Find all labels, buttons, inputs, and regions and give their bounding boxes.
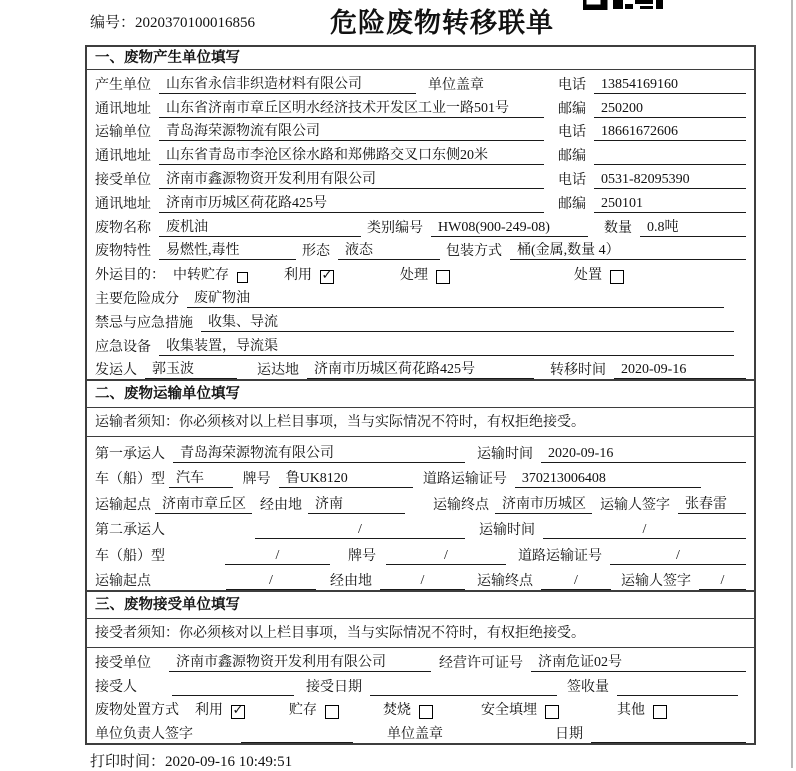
receiver-value: 济南市鑫源物资开发利用有限公司	[159, 171, 544, 189]
zip2-value	[594, 164, 746, 165]
form-number-label: 编号：	[90, 15, 136, 31]
disposal-landfill-checkbox	[545, 705, 559, 719]
section1-title: 一、废物产生单位填写	[87, 47, 754, 70]
field-row-equipment	[87, 332, 754, 356]
receive-unit-label: 接受单位	[95, 656, 151, 672]
plate1-value: 鲁UK8120	[279, 470, 413, 488]
addr1-label: 通讯地址	[95, 101, 151, 117]
via1-value: 济南	[308, 496, 405, 514]
addr2-label: 通讯地址	[95, 149, 151, 165]
producer-value: 山东省永信非织造材料有限公司	[159, 76, 416, 94]
hazard-label: 主要危险成分	[95, 291, 179, 307]
field-row-transport-purpose	[87, 260, 754, 284]
carrier1-label: 第一承运人	[95, 446, 165, 462]
carrier2-value: /	[255, 521, 465, 539]
plate2-value: /	[386, 547, 506, 565]
field-row-transporter-address	[87, 141, 754, 165]
equipment-value: 收集装置，导流渠	[159, 338, 734, 356]
section-receiver	[87, 590, 754, 743]
receive-person-value	[172, 695, 294, 696]
addr3-label: 通讯地址	[95, 196, 151, 212]
field-row-carrier1	[87, 437, 754, 463]
via1-label: 经由地	[260, 497, 302, 513]
disposal-incinerate-checkbox	[419, 705, 433, 719]
print-time-value: 2020-09-16 10:49:51	[165, 754, 293, 770]
qr-code-icon	[583, 0, 663, 10]
purpose-option-use-label: 利用	[284, 268, 312, 284]
sign-date-label: 日期	[555, 727, 583, 743]
transport-time2-label: 运输时间	[479, 523, 535, 539]
zip1-value: 250200	[594, 100, 746, 118]
purpose-storage-checkbox	[237, 272, 248, 283]
field-row-disposal-method	[87, 696, 754, 720]
via2-label: 经由地	[330, 574, 372, 590]
field-row-vehicle2	[87, 539, 754, 565]
section3-notice: 接受者须知：你必须核对以上栏目事项，当与实际情况不符时，有权拒绝接受。	[87, 619, 754, 648]
road-permit1-label: 道路运输证号	[422, 472, 507, 488]
transfer-form-table	[85, 45, 756, 745]
field-row-hazard	[87, 284, 754, 308]
purpose-option-storage-label: 中转贮存	[173, 268, 229, 284]
plate2-label: 牌号	[348, 548, 376, 564]
field-row-receiver	[87, 165, 754, 189]
dest1-value: 济南市历城区	[495, 496, 592, 514]
section2-title: 二、废物运输单位填写	[87, 379, 754, 408]
field-row-emergency	[87, 308, 754, 332]
waste-traits-label: 废物特性	[95, 244, 151, 260]
section2-notice: 运输者须知：你必须核对以上栏目事项，当与实际情况不符时，有权拒绝接受。	[87, 408, 754, 437]
waste-code-label: 类别编号	[367, 220, 423, 236]
purpose-label: 外运目的：	[95, 268, 165, 284]
zip3-value: 250101	[594, 195, 746, 213]
purpose-use-checkbox	[320, 270, 334, 284]
waste-traits-value: 易燃性,毒性	[159, 242, 296, 260]
field-row-producer-address	[87, 94, 754, 118]
zip2-label: 邮编	[558, 149, 586, 165]
destination-value: 济南市历城区荷花路425号	[307, 361, 534, 379]
receive-date-value	[370, 695, 557, 696]
field-row-transporter	[87, 118, 754, 142]
vehicle1-value: 汽车	[169, 470, 233, 488]
zip3-label: 邮编	[558, 196, 586, 212]
shipper-label: 发运人	[95, 363, 137, 379]
sign1-value: 张春雷	[678, 496, 746, 514]
unit-seal-label: 单位盖章	[428, 77, 484, 93]
packing-label: 包装方式	[446, 244, 502, 260]
destination-label: 运达地	[257, 363, 299, 379]
phone3-value: 0531-82095390	[594, 171, 746, 189]
transport-time2-value: /	[543, 521, 746, 539]
vehicle2-value: /	[225, 547, 330, 565]
field-row-waste-name	[87, 213, 754, 237]
hazard-value: 废矿物油	[187, 290, 724, 308]
vehicle1-label: 车（船）型	[95, 472, 165, 488]
producer-label: 产生单位	[95, 77, 151, 93]
origin2-label: 运输起点	[95, 574, 151, 590]
addr3-value: 济南市历城区荷花路425号	[159, 195, 544, 213]
addr1-value: 山东省济南市章丘区明水经济技术开发区工业一路501号	[159, 100, 544, 118]
receive-date-label: 接受日期	[306, 679, 362, 695]
receive-person-label: 接受人	[95, 679, 137, 695]
disposal-use-checkbox	[231, 705, 245, 719]
sign-date-value	[591, 742, 746, 743]
via2-value: /	[380, 572, 465, 590]
sign2-label: 运输人签字	[621, 574, 691, 590]
origin1-value: 济南市章丘区	[155, 496, 252, 514]
phone3-label: 电话	[558, 172, 586, 188]
section-producer	[87, 47, 754, 379]
field-row-route1	[87, 488, 754, 514]
phone2-value: 18661672606	[594, 123, 746, 141]
waste-code-value: HW08(900-249-08)	[431, 219, 588, 237]
plate1-label: 牌号	[242, 472, 271, 488]
equipment-label: 应急设备	[95, 339, 151, 355]
head-sign-label: 单位负责人签字	[95, 727, 193, 743]
carrier1-value: 青岛海荣源物流有限公司	[173, 445, 465, 463]
waste-qty-value: 0.8吨	[640, 219, 746, 237]
print-time-label: 打印时间：	[90, 754, 166, 770]
field-row-receive-unit	[87, 648, 754, 672]
field-row-producer	[87, 70, 754, 94]
road-permit2-label: 道路运输证号	[518, 548, 602, 564]
zip1-label: 邮编	[558, 101, 586, 117]
purpose-option-treat-label: 处理	[400, 268, 428, 284]
disposal-store-checkbox	[325, 705, 339, 719]
road-permit1-value: 370213006408	[515, 470, 701, 488]
disposal-other-checkbox	[653, 705, 667, 719]
field-row-vehicle1	[87, 463, 754, 489]
transport-time1-label: 运输时间	[477, 446, 533, 462]
transfer-time-label: 转移时间	[550, 363, 606, 379]
section3-title: 三、废物接受单位填写	[87, 590, 754, 619]
packing-value: 桶(金属,数量 4）	[510, 242, 746, 260]
shipper-value: 郭玉波	[145, 361, 237, 379]
waste-form-value: 液态	[338, 242, 440, 260]
transfer-time-value: 2020-09-16	[614, 361, 746, 379]
dest1-label: 运输终点	[433, 497, 489, 513]
waste-name-label: 废物名称	[95, 220, 151, 236]
dest2-label: 运输终点	[477, 574, 533, 590]
waste-qty-label: 数量	[604, 220, 632, 236]
carrier2-label: 第二承运人	[95, 523, 165, 539]
field-row-waste-traits	[87, 237, 754, 261]
field-row-carrier2	[87, 514, 754, 540]
waste-form-label: 形态	[302, 244, 330, 260]
field-row-route2	[87, 565, 754, 591]
field-row-head-signature	[87, 719, 754, 743]
license-value: 济南危证02号	[531, 654, 746, 672]
purpose-treat-checkbox	[436, 270, 450, 284]
receiver-label: 接受单位	[95, 172, 151, 188]
receive-unit-value: 济南市鑫源物资开发利用有限公司	[169, 654, 431, 672]
disposal-option-incinerate-label: 焚烧	[383, 703, 411, 719]
field-row-receiver-address	[87, 189, 754, 213]
disposal-option-other-label: 其他	[617, 703, 645, 719]
emergency-value: 收集、导流	[201, 314, 734, 332]
phone1-value: 13854169160	[594, 76, 746, 94]
field-row-shipper	[87, 356, 754, 380]
section-transporter	[87, 379, 754, 590]
purpose-dispose-checkbox	[610, 270, 624, 284]
form-number	[90, 11, 255, 32]
origin2-value: /	[226, 572, 316, 590]
disposal-option-store-label: 贮存	[289, 703, 317, 719]
phone2-label: 电话	[558, 125, 586, 141]
sign1-label: 运输人签字	[600, 497, 670, 513]
origin1-label: 运输起点	[95, 497, 151, 513]
receive-qty-value	[617, 695, 738, 696]
purpose-option-dispose-label: 处置	[574, 268, 602, 284]
disposal-option-use-label: 利用	[195, 703, 223, 719]
receive-qty-label: 签收量	[567, 679, 609, 695]
transporter-label: 运输单位	[95, 125, 151, 141]
emergency-label: 禁忌与应急措施	[95, 315, 193, 331]
field-row-receive-person	[87, 672, 754, 696]
dest2-value: /	[541, 572, 611, 590]
page-right-edge	[791, 0, 793, 768]
disposal-label: 废物处置方式	[95, 703, 179, 719]
disposal-option-landfill-label: 安全填埋	[481, 703, 537, 719]
sign2-value: /	[699, 572, 746, 590]
page-title: 危险废物转移联单	[330, 8, 554, 38]
phone1-label: 电话	[558, 77, 586, 93]
license-label: 经营许可证号	[439, 656, 523, 672]
transport-time1-value: 2020-09-16	[541, 445, 746, 463]
form-number-value: 2020370100016856	[135, 15, 256, 31]
addr2-value: 山东省青岛市李沧区徐水路和郑佛路交叉口东侧20米	[159, 147, 544, 165]
unit-seal2-label: 单位盖章	[387, 727, 443, 743]
transporter-value: 青岛海荣源物流有限公司	[159, 123, 544, 141]
head-sign-value	[241, 742, 353, 743]
waste-name-value: 废机油	[159, 219, 361, 237]
vehicle2-label: 车（船）型	[95, 548, 165, 564]
road-permit2-value: /	[610, 547, 746, 565]
